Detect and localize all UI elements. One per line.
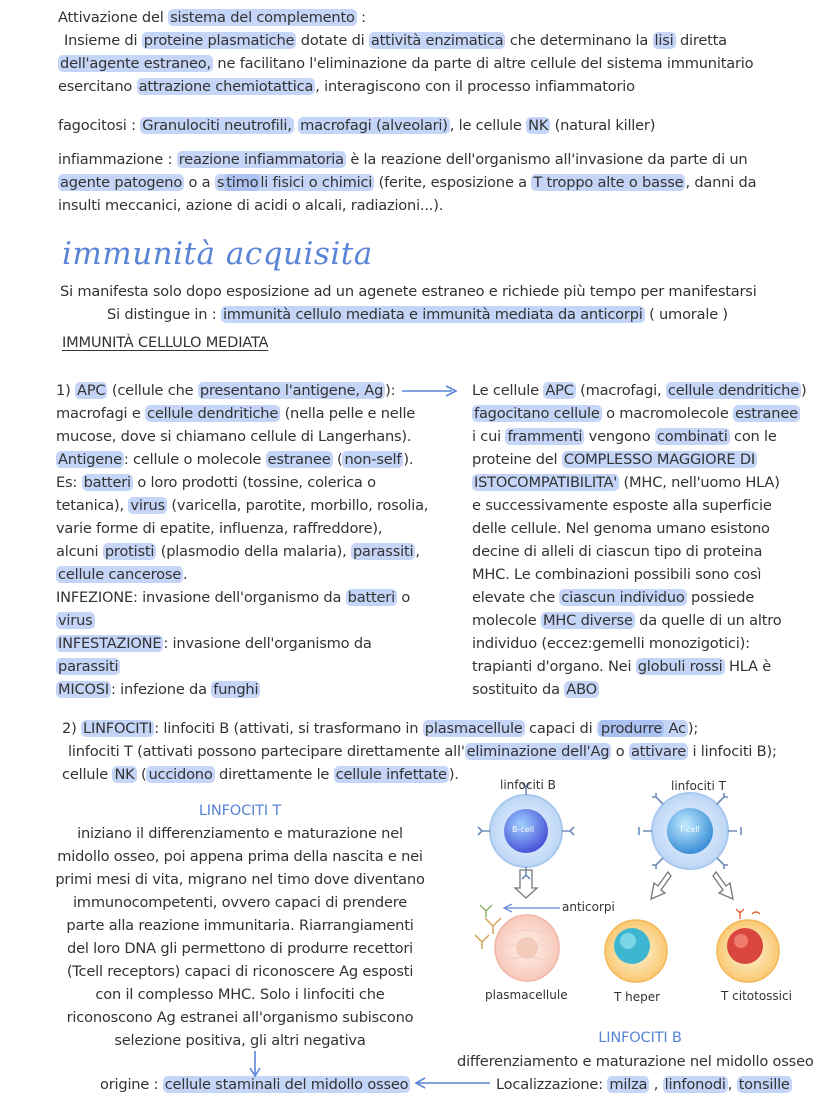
lt-lines-line: (Tcell receptors) capaci di riconoscere Ag esposti: [66, 963, 414, 980]
infiammazione-line-3: insulti meccanici, azione di acidi o alcali, radiazioni...).: [58, 197, 444, 214]
linfociti-t-heading: LINFOCITI T: [198, 802, 282, 819]
apc-left-line: parassiti: [58, 658, 119, 675]
apc-left-line: mucose, dove si chiamano cellule di Langerhans).: [56, 428, 412, 445]
label-plasmacellule: plasmacellule: [485, 988, 568, 1002]
apc-right-line: molecole MHC diverse da quelle di un altro: [472, 612, 782, 629]
linfociti-line-3: cellule NK ( uccidono direttamente le cellule infettate ).: [62, 766, 459, 783]
complemento-line-1: Attivazione del sistema del complemento :: [58, 9, 366, 26]
section-title: immunità acquisita: [62, 236, 373, 272]
apc-right-line: individuo (eccez:gemelli monozigotici):: [472, 635, 750, 652]
apc-right-line: fagocitano cellule o macromolecole estranee: [474, 405, 798, 422]
apc-right-line: elevate che ciascun individuo possiede: [472, 589, 755, 606]
linfociti-b-line-1: differenziamento e maturazione nel midollo osseo: [457, 1053, 814, 1070]
arrow-apc: [402, 386, 456, 396]
linfociti-b-line-2: Localizzazione: milza , linfonodi , tonsille: [496, 1076, 790, 1093]
plasma-cell-icon: [495, 915, 559, 981]
subsection-title: IMMUNITÀ CELLULO MEDIATA: [62, 334, 269, 351]
label-anticorpi: anticorpi: [562, 900, 615, 914]
arrow-t-down-left: [651, 872, 671, 899]
apc-left-line: INFESTAZIONE : invasione dell'organismo da: [58, 635, 372, 652]
apc-left-line: alcuni protisti (plasmodio della malaria), parassiti ,: [56, 543, 420, 560]
label-linfociti-t: linfociti T: [671, 779, 726, 793]
apc-left-line: 1) APC (cellule che presentano l'antigene, Ag ):: [56, 382, 396, 399]
apc-left-line: MICOSI : infezione da funghi: [58, 681, 259, 698]
label-t-citotossici: T citotossici: [721, 989, 792, 1003]
fagocitosi-line: fagocitosi : Granulociti neutrofili, macrofagi (alveolari) , le cellule NK (natural killer): [58, 117, 656, 134]
linfociti-line-1: 2) LINFOCITI : linfociti B (attivati, si trasformano in plasmacellule capaci di produrre Ac );: [62, 720, 699, 737]
label-b-cell: B-cell: [512, 825, 535, 834]
apc-right-line: MHC. Le combinazioni possibili sono così: [472, 566, 762, 583]
linfociti-b-heading: LINFOCITI B: [598, 1029, 682, 1046]
apc-left-line: cellule cancerose .: [58, 566, 188, 583]
intro-line-1: Si manifesta solo dopo esposizione ad un agenete estraneo e richiede più tempo per manifestarsi: [60, 283, 757, 300]
apc-right-line: proteine del COMPLESSO MAGGIORE DI: [472, 451, 755, 468]
lt-lines-line: iniziano il differenziamento e maturazione nel: [77, 825, 403, 842]
apc-right-line: i cui frammenti vengono combinati con le: [472, 428, 777, 445]
apc-right-line: delle cellule. Nel genoma umano esistono: [472, 520, 770, 537]
linfociti-line-2: linfociti T (attivati possono partecipare direttamente all' eliminazione dell'Ag o attivare i linfociti B);: [68, 743, 777, 760]
lt-lines-line: del loro DNA gli permettono di produrre recettori: [67, 940, 413, 957]
apc-right-line: decine di alleli di ciascun tipo di proteina: [472, 543, 763, 560]
arrow-localizzazione: [416, 1078, 490, 1088]
apc-left-line: INFEZIONE: invasione dell'organismo da batteri o: [56, 589, 411, 606]
lt-lines-line: riconoscono Ag estranei all'organismo subiscono: [66, 1009, 414, 1026]
apc-right-line: sostituito da ABO: [472, 681, 597, 698]
apc-left-line: Es: batteri o loro prodotti (tossine, colerica o: [56, 474, 376, 491]
infiammazione-line-2: agente patogeno o a s timo li fisici o chimici (ferite, esposizione a T troppo alte o basse , danni da: [60, 174, 757, 191]
apc-right-line: ISTOCOMPATIBILITA' (MHC, nell'uomo HLA): [474, 474, 780, 491]
t-helper-icon: [605, 920, 667, 982]
apc-right-line: trapianti d'organo. Nei globuli rossi HLA è: [472, 658, 771, 675]
arrow-t-down-right: [713, 872, 733, 899]
apc-left-line: virus: [58, 612, 93, 629]
t-cytotoxic-icon: [717, 909, 779, 982]
arrow-anticorpi: [504, 904, 560, 912]
origine-line: origine : cellule staminali del midollo osseo: [100, 1076, 409, 1093]
apc-left-line: Antigene : cellule o molecole estranee ( non-self ).: [58, 451, 414, 468]
lt-lines-line: immunocompetenti, ovvero capaci di prendere: [72, 894, 408, 911]
complemento-line-2: Insieme di proteine plasmatiche dotate di attività enzimatica che determinano la lisi diretta: [64, 32, 727, 49]
infiammazione-line-1: infiammazione : reazione infiammatoria è la reazione dell'organismo all'invasione da parte di un: [58, 151, 748, 168]
lt-lines-line: primi mesi di vita, migrano nel timo dove diventano: [55, 871, 425, 888]
label-t-cell: T-cell: [679, 825, 700, 834]
apc-right-line: Le cellule APC (macrofagi, cellule dendritiche ): [472, 382, 807, 399]
label-linfociti-b: linfociti B: [500, 778, 556, 792]
lt-lines-line: midollo osseo, poi appena prima della nascita e nei: [57, 848, 423, 865]
apc-left-line: macrofagi e cellule dendritiche (nella pelle e nelle: [56, 405, 416, 422]
apc-left-line: varie forme di epatite, influenza, raffreddore),: [56, 520, 383, 537]
arrow-origine: [250, 1051, 260, 1076]
lt-lines-line: selezione positiva, gli altri negativa: [114, 1032, 366, 1049]
apc-left-line: tetanica), virus (varicella, parotite, morbillo, rosolia,: [56, 497, 429, 514]
complemento-line-4: esercitano attrazione chemiotattica , interagiscono con il processo infiammatorio: [58, 78, 635, 95]
apc-right-line: e successivamente esposte alla superficie: [472, 497, 772, 514]
complemento-line-3: dell'agente estraneo, ne facilitano l'eliminazione da parte di altre cellule del sistema immunitario: [60, 55, 754, 72]
label-t-helper: T heper: [614, 990, 661, 1004]
lt-lines-line: parte alla reazione immunitaria. Riarrangiamenti: [66, 917, 414, 934]
lt-lines-line: con il complesso MHC. Solo i linfociti che: [95, 986, 385, 1003]
intro-line-2: Si distingue in : immunità cellulo mediata e immunità mediata da anticorpi ( umorale ): [107, 306, 728, 323]
